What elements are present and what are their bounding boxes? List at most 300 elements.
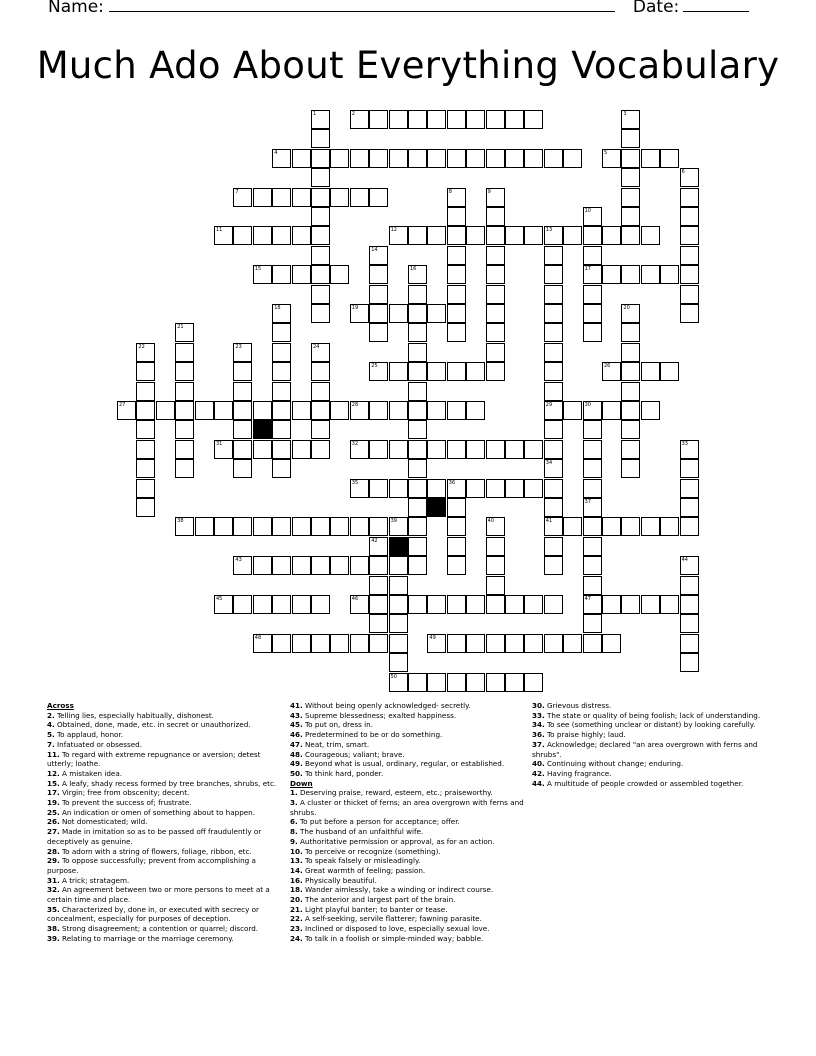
- grid-cell[interactable]: [486, 149, 505, 168]
- grid-cell[interactable]: [660, 595, 679, 614]
- grid-cell[interactable]: [583, 576, 602, 595]
- grid-cell[interactable]: [621, 420, 640, 439]
- grid-cell[interactable]: [621, 362, 640, 381]
- grid-cell[interactable]: [680, 634, 699, 653]
- grid-cell[interactable]: [466, 479, 485, 498]
- grid-cell[interactable]: [136, 343, 155, 362]
- grid-cell[interactable]: [311, 265, 330, 284]
- grid-cell[interactable]: [583, 226, 602, 245]
- grid-cell[interactable]: [563, 149, 582, 168]
- grid-cell[interactable]: [563, 634, 582, 653]
- grid-cell[interactable]: [136, 382, 155, 401]
- grid-cell[interactable]: [311, 188, 330, 207]
- grid-cell[interactable]: [292, 226, 311, 245]
- grid-cell[interactable]: [544, 401, 563, 420]
- grid-cell[interactable]: [233, 362, 252, 381]
- grid-cell[interactable]: [369, 576, 388, 595]
- grid-cell[interactable]: [544, 634, 563, 653]
- grid-cell[interactable]: [466, 362, 485, 381]
- grid-cell[interactable]: [408, 265, 427, 284]
- grid-cell[interactable]: [621, 188, 640, 207]
- grid-cell[interactable]: [272, 343, 291, 362]
- grid-cell[interactable]: [563, 226, 582, 245]
- grid-cell[interactable]: [583, 440, 602, 459]
- grid-cell[interactable]: [175, 459, 194, 478]
- grid-cell[interactable]: [486, 285, 505, 304]
- grid-cell[interactable]: [544, 498, 563, 517]
- grid-cell[interactable]: [156, 401, 175, 420]
- grid-cell[interactable]: [621, 440, 640, 459]
- grid-cell[interactable]: [583, 614, 602, 633]
- grid-cell[interactable]: [408, 285, 427, 304]
- grid-cell[interactable]: [330, 188, 349, 207]
- grid-cell[interactable]: [583, 304, 602, 323]
- grid-cell[interactable]: [292, 149, 311, 168]
- grid-cell[interactable]: [311, 420, 330, 439]
- grid-cell[interactable]: [602, 401, 621, 420]
- grid-cell[interactable]: [272, 362, 291, 381]
- grid-cell[interactable]: [195, 401, 214, 420]
- grid-cell[interactable]: [583, 323, 602, 342]
- grid-cell[interactable]: [389, 576, 408, 595]
- grid-cell[interactable]: [621, 149, 640, 168]
- grid-cell[interactable]: [408, 673, 427, 692]
- grid-cell[interactable]: [621, 226, 640, 245]
- grid-cell[interactable]: [292, 401, 311, 420]
- grid-cell[interactable]: [369, 614, 388, 633]
- grid-cell[interactable]: [369, 285, 388, 304]
- grid-cell[interactable]: [466, 440, 485, 459]
- grid-cell[interactable]: [544, 323, 563, 342]
- grid-cell[interactable]: [233, 226, 252, 245]
- grid-cell[interactable]: [447, 673, 466, 692]
- grid-cell[interactable]: [369, 537, 388, 556]
- grid-cell[interactable]: [136, 479, 155, 498]
- grid-cell[interactable]: [486, 265, 505, 284]
- grid-cell[interactable]: [330, 149, 349, 168]
- grid-cell[interactable]: [486, 343, 505, 362]
- grid-cell[interactable]: [680, 556, 699, 575]
- grid-cell[interactable]: [544, 265, 563, 284]
- grid-cell[interactable]: [233, 595, 252, 614]
- grid-cell[interactable]: [369, 362, 388, 381]
- grid-cell[interactable]: [680, 168, 699, 187]
- grid-cell[interactable]: [427, 149, 446, 168]
- grid-cell[interactable]: [427, 226, 446, 245]
- grid-cell[interactable]: [233, 420, 252, 439]
- grid-cell[interactable]: [544, 595, 563, 614]
- grid-cell[interactable]: [350, 634, 369, 653]
- grid-cell[interactable]: [369, 110, 388, 129]
- grid-cell[interactable]: [680, 226, 699, 245]
- grid-cell[interactable]: [389, 595, 408, 614]
- grid-cell[interactable]: [641, 149, 660, 168]
- grid-cell[interactable]: [175, 440, 194, 459]
- grid-cell[interactable]: [136, 420, 155, 439]
- grid-cell[interactable]: [272, 634, 291, 653]
- grid-cell[interactable]: [544, 226, 563, 245]
- grid-cell[interactable]: [660, 517, 679, 536]
- grid-cell[interactable]: [680, 304, 699, 323]
- grid-cell[interactable]: [447, 285, 466, 304]
- grid-cell[interactable]: [369, 401, 388, 420]
- grid-cell[interactable]: [563, 401, 582, 420]
- grid-cell[interactable]: [583, 401, 602, 420]
- grid-cell[interactable]: [214, 440, 233, 459]
- grid-cell[interactable]: [505, 479, 524, 498]
- grid-cell[interactable]: [272, 517, 291, 536]
- grid-cell[interactable]: [136, 401, 155, 420]
- grid-cell[interactable]: [350, 149, 369, 168]
- grid-cell[interactable]: [583, 517, 602, 536]
- grid-cell[interactable]: [621, 323, 640, 342]
- grid-cell[interactable]: [175, 401, 194, 420]
- grid-cell[interactable]: [583, 265, 602, 284]
- grid-cell[interactable]: [466, 149, 485, 168]
- grid-cell[interactable]: [524, 110, 543, 129]
- grid-cell[interactable]: [505, 226, 524, 245]
- grid-cell[interactable]: [447, 498, 466, 517]
- grid-cell[interactable]: [447, 149, 466, 168]
- grid-cell[interactable]: [233, 343, 252, 362]
- grid-cell[interactable]: [447, 110, 466, 129]
- grid-cell[interactable]: [408, 226, 427, 245]
- grid-cell[interactable]: [544, 459, 563, 478]
- grid-cell[interactable]: [214, 595, 233, 614]
- grid-cell[interactable]: [175, 420, 194, 439]
- grid-cell[interactable]: [466, 673, 485, 692]
- grid-cell[interactable]: [350, 479, 369, 498]
- grid-cell[interactable]: [330, 401, 349, 420]
- grid-cell[interactable]: [311, 382, 330, 401]
- grid-cell[interactable]: [408, 323, 427, 342]
- grid-cell[interactable]: [272, 420, 291, 439]
- grid-cell[interactable]: [602, 226, 621, 245]
- grid-cell[interactable]: [311, 362, 330, 381]
- grid-cell[interactable]: [641, 595, 660, 614]
- grid-cell[interactable]: [583, 595, 602, 614]
- grid-cell[interactable]: [389, 401, 408, 420]
- grid-cell[interactable]: [369, 149, 388, 168]
- grid-cell[interactable]: [621, 265, 640, 284]
- grid-cell[interactable]: [602, 517, 621, 536]
- grid-cell[interactable]: [272, 595, 291, 614]
- grid-cell[interactable]: [680, 459, 699, 478]
- grid-cell[interactable]: [466, 595, 485, 614]
- grid-cell[interactable]: [680, 440, 699, 459]
- grid-cell[interactable]: [389, 362, 408, 381]
- grid-cell[interactable]: [447, 323, 466, 342]
- grid-cell[interactable]: [311, 110, 330, 129]
- grid-cell[interactable]: [486, 479, 505, 498]
- grid-cell[interactable]: [621, 129, 640, 148]
- grid-cell[interactable]: [233, 440, 252, 459]
- grid-cell[interactable]: [369, 479, 388, 498]
- grid-cell[interactable]: [408, 537, 427, 556]
- grid-cell[interactable]: [680, 285, 699, 304]
- grid-cell[interactable]: [621, 517, 640, 536]
- grid-cell[interactable]: [369, 556, 388, 575]
- grid-cell[interactable]: [505, 149, 524, 168]
- grid-cell[interactable]: [272, 304, 291, 323]
- grid-cell[interactable]: [466, 226, 485, 245]
- grid-cell[interactable]: [195, 517, 214, 536]
- grid-cell[interactable]: [621, 401, 640, 420]
- grid-cell[interactable]: [505, 595, 524, 614]
- grid-cell[interactable]: [117, 401, 136, 420]
- grid-cell[interactable]: [389, 614, 408, 633]
- grid-cell[interactable]: [680, 614, 699, 633]
- grid-cell[interactable]: [660, 362, 679, 381]
- grid-cell[interactable]: [350, 304, 369, 323]
- grid-cell[interactable]: [505, 440, 524, 459]
- grid-cell[interactable]: [486, 188, 505, 207]
- grid-cell[interactable]: [680, 653, 699, 672]
- grid-cell[interactable]: [136, 362, 155, 381]
- grid-cell[interactable]: [427, 673, 446, 692]
- grid-cell[interactable]: [292, 188, 311, 207]
- grid-cell[interactable]: [466, 634, 485, 653]
- grid-cell[interactable]: [447, 634, 466, 653]
- grid-cell[interactable]: [680, 246, 699, 265]
- grid-cell[interactable]: [408, 382, 427, 401]
- grid-cell[interactable]: [524, 595, 543, 614]
- grid-cell[interactable]: [272, 265, 291, 284]
- grid-cell[interactable]: [311, 556, 330, 575]
- grid-cell[interactable]: [253, 517, 272, 536]
- grid-cell[interactable]: [233, 188, 252, 207]
- grid-cell[interactable]: [583, 246, 602, 265]
- grid-cell[interactable]: [447, 304, 466, 323]
- grid-cell[interactable]: [486, 537, 505, 556]
- grid-cell[interactable]: [272, 323, 291, 342]
- grid-cell[interactable]: [563, 517, 582, 536]
- grid-cell[interactable]: [680, 188, 699, 207]
- grid-cell[interactable]: [350, 595, 369, 614]
- grid-cell[interactable]: [272, 382, 291, 401]
- grid-cell[interactable]: [583, 479, 602, 498]
- grid-cell[interactable]: [447, 479, 466, 498]
- grid-cell[interactable]: [680, 207, 699, 226]
- grid-cell[interactable]: [330, 634, 349, 653]
- grid-cell[interactable]: [408, 343, 427, 362]
- grid-cell[interactable]: [427, 440, 446, 459]
- grid-cell[interactable]: [583, 420, 602, 439]
- grid-cell[interactable]: [175, 517, 194, 536]
- grid-cell[interactable]: [330, 265, 349, 284]
- grid-cell[interactable]: [311, 168, 330, 187]
- grid-cell[interactable]: [486, 246, 505, 265]
- grid-cell[interactable]: [447, 401, 466, 420]
- grid-cell[interactable]: [253, 401, 272, 420]
- grid-cell[interactable]: [311, 343, 330, 362]
- grid-cell[interactable]: [389, 673, 408, 692]
- grid-cell[interactable]: [233, 459, 252, 478]
- grid-cell[interactable]: [427, 634, 446, 653]
- grid-cell[interactable]: [447, 537, 466, 556]
- grid-cell[interactable]: [544, 517, 563, 536]
- grid-cell[interactable]: [253, 595, 272, 614]
- grid-cell[interactable]: [408, 459, 427, 478]
- grid-cell[interactable]: [369, 440, 388, 459]
- grid-cell[interactable]: [214, 517, 233, 536]
- grid-cell[interactable]: [408, 149, 427, 168]
- grid-cell[interactable]: [136, 440, 155, 459]
- grid-cell[interactable]: [369, 634, 388, 653]
- grid-cell[interactable]: [621, 343, 640, 362]
- grid-cell[interactable]: [447, 517, 466, 536]
- grid-cell[interactable]: [486, 304, 505, 323]
- grid-cell[interactable]: [602, 149, 621, 168]
- grid-cell[interactable]: [389, 440, 408, 459]
- grid-cell[interactable]: [447, 595, 466, 614]
- grid-cell[interactable]: [408, 304, 427, 323]
- grid-cell[interactable]: [544, 440, 563, 459]
- grid-cell[interactable]: [253, 226, 272, 245]
- grid-cell[interactable]: [408, 595, 427, 614]
- grid-cell[interactable]: [544, 304, 563, 323]
- grid-cell[interactable]: [583, 207, 602, 226]
- grid-cell[interactable]: [505, 673, 524, 692]
- grid-cell[interactable]: [253, 265, 272, 284]
- grid-cell[interactable]: [369, 517, 388, 536]
- grid-cell[interactable]: [311, 246, 330, 265]
- grid-cell[interactable]: [369, 188, 388, 207]
- grid-cell[interactable]: [311, 634, 330, 653]
- grid-cell[interactable]: [486, 595, 505, 614]
- grid-cell[interactable]: [660, 265, 679, 284]
- grid-cell[interactable]: [505, 634, 524, 653]
- grid-cell[interactable]: [680, 517, 699, 536]
- grid-cell[interactable]: [641, 265, 660, 284]
- grid-cell[interactable]: [680, 498, 699, 517]
- grid-cell[interactable]: [175, 382, 194, 401]
- grid-cell[interactable]: [486, 634, 505, 653]
- grid-cell[interactable]: [505, 110, 524, 129]
- grid-cell[interactable]: [544, 285, 563, 304]
- grid-cell[interactable]: [408, 362, 427, 381]
- grid-cell[interactable]: [544, 343, 563, 362]
- grid-cell[interactable]: [233, 382, 252, 401]
- grid-cell[interactable]: [621, 207, 640, 226]
- grid-cell[interactable]: [486, 323, 505, 342]
- grid-cell[interactable]: [621, 459, 640, 478]
- grid-cell[interactable]: [447, 207, 466, 226]
- grid-cell[interactable]: [272, 401, 291, 420]
- grid-cell[interactable]: [427, 110, 446, 129]
- grid-cell[interactable]: [602, 634, 621, 653]
- grid-cell[interactable]: [621, 382, 640, 401]
- grid-cell[interactable]: [233, 401, 252, 420]
- grid-cell[interactable]: [466, 401, 485, 420]
- grid-cell[interactable]: [330, 517, 349, 536]
- grid-cell[interactable]: [389, 479, 408, 498]
- grid-cell[interactable]: [369, 323, 388, 342]
- grid-cell[interactable]: [602, 362, 621, 381]
- grid-cell[interactable]: [350, 440, 369, 459]
- grid-cell[interactable]: [524, 440, 543, 459]
- grid-cell[interactable]: [447, 362, 466, 381]
- grid-cell[interactable]: [408, 401, 427, 420]
- grid-cell[interactable]: [311, 285, 330, 304]
- grid-cell[interactable]: [292, 440, 311, 459]
- grid-cell[interactable]: [369, 304, 388, 323]
- grid-cell[interactable]: [524, 673, 543, 692]
- grid-cell[interactable]: [292, 556, 311, 575]
- grid-cell[interactable]: [641, 517, 660, 536]
- grid-cell[interactable]: [447, 440, 466, 459]
- grid-cell[interactable]: [486, 556, 505, 575]
- grid-cell[interactable]: [447, 556, 466, 575]
- grid-cell[interactable]: [311, 517, 330, 536]
- grid-cell[interactable]: [583, 537, 602, 556]
- grid-cell[interactable]: [486, 207, 505, 226]
- grid-cell[interactable]: [389, 226, 408, 245]
- grid-cell[interactable]: [544, 149, 563, 168]
- grid-cell[interactable]: [427, 595, 446, 614]
- grid-cell[interactable]: [311, 149, 330, 168]
- grid-cell[interactable]: [272, 226, 291, 245]
- grid-cell[interactable]: [680, 595, 699, 614]
- grid-cell[interactable]: [544, 246, 563, 265]
- grid-cell[interactable]: [486, 673, 505, 692]
- grid-cell[interactable]: [408, 556, 427, 575]
- grid-cell[interactable]: [466, 110, 485, 129]
- grid-cell[interactable]: [389, 304, 408, 323]
- grid-cell[interactable]: [427, 401, 446, 420]
- grid-cell[interactable]: [583, 634, 602, 653]
- grid-cell[interactable]: [253, 188, 272, 207]
- grid-cell[interactable]: [311, 440, 330, 459]
- grid-cell[interactable]: [524, 479, 543, 498]
- grid-cell[interactable]: [641, 401, 660, 420]
- grid-cell[interactable]: [292, 517, 311, 536]
- grid-cell[interactable]: [214, 226, 233, 245]
- grid-cell[interactable]: [389, 149, 408, 168]
- grid-cell[interactable]: [486, 517, 505, 536]
- grid-cell[interactable]: [447, 246, 466, 265]
- grid-cell[interactable]: [175, 362, 194, 381]
- grid-cell[interactable]: [389, 517, 408, 536]
- grid-cell[interactable]: [621, 304, 640, 323]
- grid-cell[interactable]: [311, 129, 330, 148]
- grid-cell[interactable]: [427, 362, 446, 381]
- grid-cell[interactable]: [292, 595, 311, 614]
- grid-cell[interactable]: [389, 634, 408, 653]
- grid-cell[interactable]: [311, 595, 330, 614]
- grid-cell[interactable]: [350, 556, 369, 575]
- grid-cell[interactable]: [272, 440, 291, 459]
- grid-cell[interactable]: [408, 440, 427, 459]
- grid-cell[interactable]: [621, 168, 640, 187]
- grid-cell[interactable]: [680, 576, 699, 595]
- grid-cell[interactable]: [660, 149, 679, 168]
- grid-cell[interactable]: [447, 265, 466, 284]
- grid-cell[interactable]: [389, 653, 408, 672]
- grid-cell[interactable]: [253, 634, 272, 653]
- grid-cell[interactable]: [486, 362, 505, 381]
- grid-cell[interactable]: [175, 323, 194, 342]
- grid-cell[interactable]: [641, 226, 660, 245]
- grid-cell[interactable]: [680, 265, 699, 284]
- grid-cell[interactable]: [233, 517, 252, 536]
- grid-cell[interactable]: [544, 420, 563, 439]
- grid-cell[interactable]: [311, 226, 330, 245]
- grid-cell[interactable]: [544, 537, 563, 556]
- grid-cell[interactable]: [292, 634, 311, 653]
- grid-cell[interactable]: [544, 479, 563, 498]
- grid-cell[interactable]: [350, 188, 369, 207]
